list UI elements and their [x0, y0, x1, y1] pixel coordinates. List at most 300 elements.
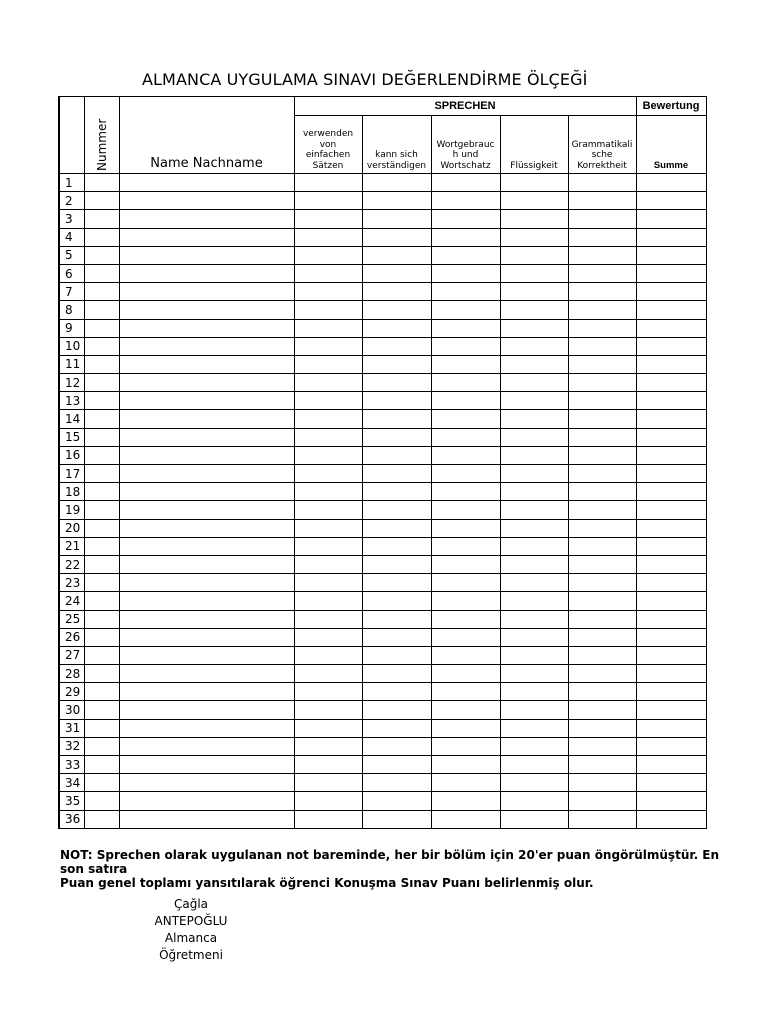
saetzen-cell[interactable] [294, 574, 362, 592]
summe-cell[interactable] [636, 228, 706, 246]
name-cell[interactable] [119, 628, 294, 646]
saetzen-cell[interactable] [294, 264, 362, 282]
grammatik-cell[interactable] [568, 446, 636, 464]
fluessigkeit-cell[interactable] [500, 665, 568, 683]
saetzen-cell[interactable] [294, 465, 362, 483]
name-cell[interactable] [119, 446, 294, 464]
nummer-cell[interactable] [84, 337, 119, 355]
summe-cell[interactable] [636, 283, 706, 301]
name-cell[interactable] [119, 537, 294, 555]
nummer-cell[interactable] [84, 446, 119, 464]
saetzen-cell[interactable] [294, 446, 362, 464]
wortschatz-cell[interactable] [431, 501, 500, 519]
nummer-cell[interactable] [84, 192, 119, 210]
verstaendigen-cell[interactable] [362, 628, 431, 646]
nummer-cell[interactable] [84, 701, 119, 719]
nummer-cell[interactable] [84, 665, 119, 683]
nummer-cell[interactable] [84, 210, 119, 228]
fluessigkeit-cell[interactable] [500, 646, 568, 664]
table-row [59, 519, 706, 537]
fluessigkeit-cell[interactable] [500, 465, 568, 483]
grammatik-cell[interactable] [568, 210, 636, 228]
nummer-cell[interactable] [84, 283, 119, 301]
grammatik-cell[interactable] [568, 810, 636, 828]
row-number: 24 [59, 592, 84, 610]
summe-cell[interactable] [636, 392, 706, 410]
verstaendigen-cell[interactable] [362, 592, 431, 610]
nummer-cell[interactable] [84, 392, 119, 410]
saetzen-cell[interactable] [294, 483, 362, 501]
fluessigkeit-cell[interactable] [500, 246, 568, 264]
wortschatz-cell[interactable] [431, 519, 500, 537]
saetzen-cell[interactable] [294, 192, 362, 210]
grammatik-cell[interactable] [568, 683, 636, 701]
nummer-cell[interactable] [84, 555, 119, 573]
nummer-cell[interactable] [84, 756, 119, 774]
name-cell[interactable] [119, 465, 294, 483]
verstaendigen-cell[interactable] [362, 228, 431, 246]
summe-cell[interactable] [636, 501, 706, 519]
grammatik-cell[interactable] [568, 665, 636, 683]
saetzen-cell[interactable] [294, 428, 362, 446]
name-cell[interactable] [119, 283, 294, 301]
wortschatz-cell[interactable] [431, 646, 500, 664]
wortschatz-cell[interactable] [431, 465, 500, 483]
grammatik-cell[interactable] [568, 774, 636, 792]
nummer-cell[interactable] [84, 410, 119, 428]
summe-cell[interactable] [636, 410, 706, 428]
nummer-cell[interactable] [84, 428, 119, 446]
grammatik-cell[interactable] [568, 374, 636, 392]
verstaendigen-cell[interactable] [362, 355, 431, 373]
fluessigkeit-cell[interactable] [500, 392, 568, 410]
row-number: 12 [59, 374, 84, 392]
grammatik-cell[interactable] [568, 719, 636, 737]
summe-cell[interactable] [636, 174, 706, 192]
wortschatz-cell[interactable] [431, 210, 500, 228]
summe-cell[interactable] [636, 737, 706, 755]
saetzen-cell[interactable] [294, 701, 362, 719]
summe-cell[interactable] [636, 483, 706, 501]
row-number: 28 [59, 665, 84, 683]
name-cell[interactable] [119, 592, 294, 610]
verstaendigen-cell[interactable] [362, 283, 431, 301]
verstaendigen-cell[interactable] [362, 646, 431, 664]
saetzen-cell[interactable] [294, 355, 362, 373]
grammatik-cell[interactable] [568, 283, 636, 301]
fluessigkeit-cell[interactable] [500, 792, 568, 810]
grammatik-cell[interactable] [568, 246, 636, 264]
name-cell[interactable] [119, 737, 294, 755]
row-number: 13 [59, 392, 84, 410]
wortschatz-cell[interactable] [431, 374, 500, 392]
verstaendigen-cell[interactable] [362, 210, 431, 228]
verstaendigen-cell[interactable] [362, 719, 431, 737]
grammatik-cell[interactable] [568, 537, 636, 555]
name-cell[interactable] [119, 810, 294, 828]
fluessigkeit-cell[interactable] [500, 337, 568, 355]
row-number: 20 [59, 519, 84, 537]
saetzen-cell[interactable] [294, 319, 362, 337]
nummer-cell[interactable] [84, 628, 119, 646]
fluessigkeit-cell[interactable] [500, 446, 568, 464]
saetzen-cell[interactable] [294, 737, 362, 755]
wortschatz-cell[interactable] [431, 719, 500, 737]
summe-cell[interactable] [636, 465, 706, 483]
nummer-cell[interactable] [84, 483, 119, 501]
nummer-cell[interactable] [84, 646, 119, 664]
fluessigkeit-cell[interactable] [500, 683, 568, 701]
verstaendigen-cell[interactable] [362, 319, 431, 337]
name-cell[interactable] [119, 574, 294, 592]
verstaendigen-cell[interactable] [362, 501, 431, 519]
nummer-cell[interactable] [84, 810, 119, 828]
grammatik-cell[interactable] [568, 592, 636, 610]
name-cell[interactable] [119, 555, 294, 573]
verstaendigen-cell[interactable] [362, 756, 431, 774]
verstaendigen-cell[interactable] [362, 246, 431, 264]
fluessigkeit-cell[interactable] [500, 410, 568, 428]
wortschatz-cell[interactable] [431, 301, 500, 319]
verstaendigen-cell[interactable] [362, 410, 431, 428]
verstaendigen-cell[interactable] [362, 465, 431, 483]
verstaendigen-cell[interactable] [362, 537, 431, 555]
fluessigkeit-cell[interactable] [500, 574, 568, 592]
saetzen-cell[interactable] [294, 628, 362, 646]
summe-cell[interactable] [636, 519, 706, 537]
fluessigkeit-cell[interactable] [500, 228, 568, 246]
saetzen-cell[interactable] [294, 610, 362, 628]
fluessigkeit-cell[interactable] [500, 355, 568, 373]
fluessigkeit-cell[interactable] [500, 810, 568, 828]
wortschatz-cell[interactable] [431, 355, 500, 373]
summe-cell[interactable] [636, 592, 706, 610]
nummer-cell[interactable] [84, 246, 119, 264]
summe-cell[interactable] [636, 756, 706, 774]
summe-cell[interactable] [636, 246, 706, 264]
nummer-cell[interactable] [84, 683, 119, 701]
fluessigkeit-cell[interactable] [500, 628, 568, 646]
nummer-cell[interactable] [84, 465, 119, 483]
nummer-cell[interactable] [84, 592, 119, 610]
saetzen-cell[interactable] [294, 519, 362, 537]
grammatik-cell[interactable] [568, 555, 636, 573]
verstaendigen-cell[interactable] [362, 737, 431, 755]
verstaendigen-cell[interactable] [362, 610, 431, 628]
grammatik-cell[interactable] [568, 174, 636, 192]
name-cell[interactable] [119, 774, 294, 792]
summe-cell[interactable] [636, 555, 706, 573]
fluessigkeit-cell[interactable] [500, 592, 568, 610]
fluessigkeit-cell[interactable] [500, 537, 568, 555]
fluessigkeit-cell[interactable] [500, 374, 568, 392]
saetzen-cell[interactable] [294, 228, 362, 246]
name-cell[interactable] [119, 410, 294, 428]
wortschatz-cell[interactable] [431, 610, 500, 628]
name-cell[interactable] [119, 610, 294, 628]
fluessigkeit-cell[interactable] [500, 774, 568, 792]
grammatik-cell[interactable] [568, 410, 636, 428]
name-cell[interactable] [119, 756, 294, 774]
row-number: 21 [59, 537, 84, 555]
wortschatz-cell[interactable] [431, 246, 500, 264]
saetzen-cell[interactable] [294, 210, 362, 228]
saetzen-cell[interactable] [294, 810, 362, 828]
wortschatz-cell[interactable] [431, 283, 500, 301]
verstaendigen-cell[interactable] [362, 810, 431, 828]
fluessigkeit-cell[interactable] [500, 210, 568, 228]
verstaendigen-cell[interactable] [362, 574, 431, 592]
name-cell[interactable] [119, 210, 294, 228]
fluessigkeit-cell[interactable] [500, 501, 568, 519]
name-cell[interactable] [119, 174, 294, 192]
name-cell[interactable] [119, 301, 294, 319]
name-cell[interactable] [119, 519, 294, 537]
fluessigkeit-cell[interactable] [500, 719, 568, 737]
summe-cell[interactable] [636, 774, 706, 792]
table-row [59, 683, 706, 701]
saetzen-cell[interactable] [294, 555, 362, 573]
summe-cell[interactable] [636, 719, 706, 737]
grammatik-cell[interactable] [568, 465, 636, 483]
summe-cell[interactable] [636, 428, 706, 446]
nummer-cell[interactable] [84, 501, 119, 519]
summe-cell[interactable] [636, 574, 706, 592]
nummer-cell[interactable] [84, 174, 119, 192]
summe-cell[interactable] [636, 810, 706, 828]
summe-cell[interactable] [636, 264, 706, 282]
grammatik-cell[interactable] [568, 428, 636, 446]
wortschatz-cell[interactable] [431, 774, 500, 792]
summe-cell[interactable] [636, 210, 706, 228]
verstaendigen-cell[interactable] [362, 446, 431, 464]
wortschatz-cell[interactable] [431, 756, 500, 774]
summe-cell[interactable] [636, 192, 706, 210]
name-cell[interactable] [119, 719, 294, 737]
verstaendigen-cell[interactable] [362, 665, 431, 683]
wortschatz-cell[interactable] [431, 592, 500, 610]
name-cell[interactable] [119, 428, 294, 446]
summe-cell[interactable] [636, 301, 706, 319]
saetzen-cell[interactable] [294, 792, 362, 810]
grammatik-cell[interactable] [568, 301, 636, 319]
wortschatz-cell[interactable] [431, 264, 500, 282]
saetzen-cell[interactable] [294, 774, 362, 792]
summe-cell[interactable] [636, 701, 706, 719]
summe-cell[interactable] [636, 665, 706, 683]
grammatik-cell[interactable] [568, 792, 636, 810]
nummer-cell[interactable] [84, 319, 119, 337]
wortschatz-cell[interactable] [431, 737, 500, 755]
verstaendigen-cell[interactable] [362, 428, 431, 446]
nummer-cell[interactable] [84, 792, 119, 810]
nummer-cell[interactable] [84, 264, 119, 282]
grammatik-cell[interactable] [568, 483, 636, 501]
grammatik-cell[interactable] [568, 701, 636, 719]
name-cell[interactable] [119, 246, 294, 264]
fluessigkeit-cell[interactable] [500, 283, 568, 301]
name-cell[interactable] [119, 683, 294, 701]
name-cell[interactable] [119, 264, 294, 282]
wortschatz-cell[interactable] [431, 192, 500, 210]
saetzen-cell[interactable] [294, 719, 362, 737]
fluessigkeit-cell[interactable] [500, 192, 568, 210]
verstaendigen-cell[interactable] [362, 701, 431, 719]
verstaendigen-cell[interactable] [362, 192, 431, 210]
wortschatz-cell[interactable] [431, 574, 500, 592]
wortschatz-cell[interactable] [431, 483, 500, 501]
nummer-cell[interactable] [84, 228, 119, 246]
summe-cell[interactable] [636, 319, 706, 337]
verstaendigen-cell[interactable] [362, 483, 431, 501]
nummer-cell[interactable] [84, 774, 119, 792]
table-row [59, 701, 706, 719]
saetzen-cell[interactable] [294, 174, 362, 192]
nummer-cell[interactable] [84, 355, 119, 373]
nummer-cell[interactable] [84, 519, 119, 537]
verstaendigen-cell[interactable] [362, 774, 431, 792]
fluessigkeit-cell[interactable] [500, 555, 568, 573]
wortschatz-cell[interactable] [431, 410, 500, 428]
summe-cell[interactable] [636, 337, 706, 355]
header-nummer-label: Nummer [94, 118, 109, 171]
grammatik-cell[interactable] [568, 646, 636, 664]
fluessigkeit-cell[interactable] [500, 737, 568, 755]
summe-cell[interactable] [636, 792, 706, 810]
grammatik-cell[interactable] [568, 519, 636, 537]
fluessigkeit-cell[interactable] [500, 174, 568, 192]
wortschatz-cell[interactable] [431, 428, 500, 446]
verstaendigen-cell[interactable] [362, 374, 431, 392]
name-cell[interactable] [119, 792, 294, 810]
grammatik-cell[interactable] [568, 610, 636, 628]
summe-cell[interactable] [636, 446, 706, 464]
grammatik-cell[interactable] [568, 501, 636, 519]
fluessigkeit-cell[interactable] [500, 610, 568, 628]
nummer-cell[interactable] [84, 574, 119, 592]
name-cell[interactable] [119, 665, 294, 683]
saetzen-cell[interactable] [294, 537, 362, 555]
wortschatz-cell[interactable] [431, 792, 500, 810]
fluessigkeit-cell[interactable] [500, 701, 568, 719]
summe-cell[interactable] [636, 537, 706, 555]
wortschatz-cell[interactable] [431, 537, 500, 555]
saetzen-cell[interactable] [294, 665, 362, 683]
grammatik-cell[interactable] [568, 192, 636, 210]
grammatik-cell[interactable] [568, 628, 636, 646]
fluessigkeit-cell[interactable] [500, 319, 568, 337]
wortschatz-cell[interactable] [431, 628, 500, 646]
name-cell[interactable] [119, 337, 294, 355]
fluessigkeit-cell[interactable] [500, 756, 568, 774]
saetzen-cell[interactable] [294, 646, 362, 664]
summe-cell[interactable] [636, 628, 706, 646]
nummer-cell[interactable] [84, 737, 119, 755]
name-cell[interactable] [119, 701, 294, 719]
summe-cell[interactable] [636, 355, 706, 373]
summe-cell[interactable] [636, 683, 706, 701]
grammatik-cell[interactable] [568, 319, 636, 337]
verstaendigen-cell[interactable] [362, 792, 431, 810]
saetzen-cell[interactable] [294, 301, 362, 319]
name-cell[interactable] [119, 192, 294, 210]
grammatik-cell[interactable] [568, 355, 636, 373]
wortschatz-cell[interactable] [431, 174, 500, 192]
name-cell[interactable] [119, 501, 294, 519]
verstaendigen-cell[interactable] [362, 174, 431, 192]
nummer-cell[interactable] [84, 537, 119, 555]
nummer-cell[interactable] [84, 719, 119, 737]
summe-cell[interactable] [636, 610, 706, 628]
saetzen-cell[interactable] [294, 374, 362, 392]
wortschatz-cell[interactable] [431, 683, 500, 701]
verstaendigen-cell[interactable] [362, 301, 431, 319]
saetzen-cell[interactable] [294, 592, 362, 610]
grammatik-cell[interactable] [568, 756, 636, 774]
fluessigkeit-cell[interactable] [500, 428, 568, 446]
grammatik-cell[interactable] [568, 737, 636, 755]
wortschatz-cell[interactable] [431, 701, 500, 719]
grammatik-cell[interactable] [568, 337, 636, 355]
wortschatz-cell[interactable] [431, 228, 500, 246]
saetzen-cell[interactable] [294, 501, 362, 519]
wortschatz-cell[interactable] [431, 555, 500, 573]
table-row [59, 592, 706, 610]
grammatik-cell[interactable] [568, 392, 636, 410]
name-cell[interactable] [119, 355, 294, 373]
wortschatz-cell[interactable] [431, 665, 500, 683]
saetzen-cell[interactable] [294, 246, 362, 264]
verstaendigen-cell[interactable] [362, 392, 431, 410]
name-cell[interactable] [119, 374, 294, 392]
fluessigkeit-cell[interactable] [500, 264, 568, 282]
name-cell[interactable] [119, 228, 294, 246]
saetzen-cell[interactable] [294, 410, 362, 428]
verstaendigen-cell[interactable] [362, 683, 431, 701]
summe-cell[interactable] [636, 646, 706, 664]
name-cell[interactable] [119, 319, 294, 337]
fluessigkeit-cell[interactable] [500, 519, 568, 537]
summe-cell[interactable] [636, 374, 706, 392]
nummer-cell[interactable] [84, 301, 119, 319]
grammatik-cell[interactable] [568, 264, 636, 282]
saetzen-cell[interactable] [294, 392, 362, 410]
nummer-cell[interactable] [84, 610, 119, 628]
wortschatz-cell[interactable] [431, 392, 500, 410]
name-cell[interactable] [119, 646, 294, 664]
grammatik-cell[interactable] [568, 574, 636, 592]
wortschatz-cell[interactable] [431, 810, 500, 828]
table-row [59, 319, 706, 337]
fluessigkeit-cell[interactable] [500, 301, 568, 319]
verstaendigen-cell[interactable] [362, 264, 431, 282]
verstaendigen-cell[interactable] [362, 337, 431, 355]
fluessigkeit-cell[interactable] [500, 483, 568, 501]
saetzen-cell[interactable] [294, 283, 362, 301]
verstaendigen-cell[interactable] [362, 555, 431, 573]
verstaendigen-cell[interactable] [362, 519, 431, 537]
nummer-cell[interactable] [84, 374, 119, 392]
saetzen-cell[interactable] [294, 337, 362, 355]
saetzen-cell[interactable] [294, 683, 362, 701]
wortschatz-cell[interactable] [431, 319, 500, 337]
grammatik-cell[interactable] [568, 228, 636, 246]
wortschatz-cell[interactable] [431, 446, 500, 464]
name-cell[interactable] [119, 392, 294, 410]
name-cell[interactable] [119, 483, 294, 501]
wortschatz-cell[interactable] [431, 337, 500, 355]
saetzen-cell[interactable] [294, 756, 362, 774]
